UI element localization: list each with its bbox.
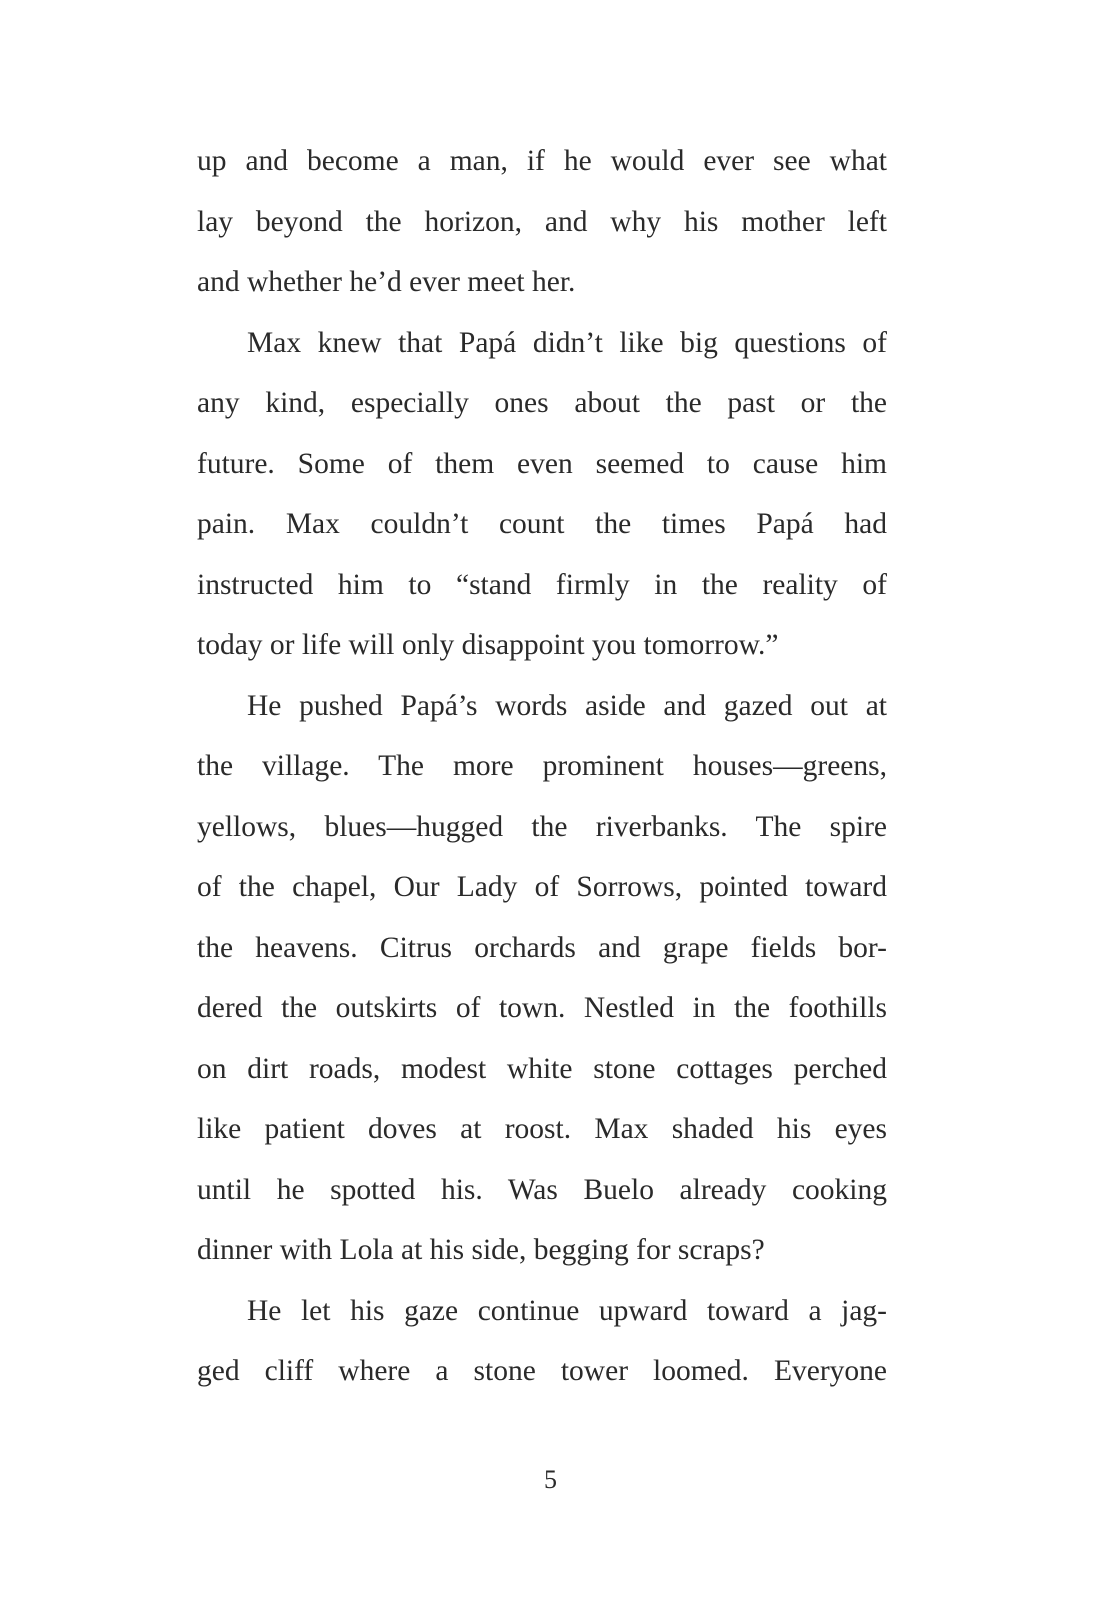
body-text xyxy=(197,131,887,1402)
text-line: of the chapel, Our Lady of Sorrows, pointed toward xyxy=(197,871,887,903)
text-line: dinner with Lola at his side, begging for scraps? xyxy=(197,1234,765,1266)
text-line: dered the outskirts of town. Nestled in the foothills xyxy=(197,992,887,1024)
text-line: until he spotted his. Was Buelo already cooking xyxy=(197,1173,887,1206)
text-line: instructed him to “stand firmly in the reality of xyxy=(197,568,887,601)
paragraph-first-line: Max knew that Papá didn’t like big questions of xyxy=(247,326,887,359)
page-number: 5 xyxy=(544,1465,557,1494)
text-line: lay beyond the horizon, and why his mother left xyxy=(197,205,887,238)
text-line: like patient doves at roost. Max shaded his eyes xyxy=(197,1113,887,1145)
text-line: today or life will only disappoint you tomorrow.” xyxy=(197,629,779,661)
text-line: ged cliff where a stone tower loomed. Everyone xyxy=(197,1355,887,1387)
text-line: up and become a man, if he would ever see what xyxy=(197,145,887,177)
paragraph-first-line: He pushed Papá’s words aside and gazed out at xyxy=(247,689,887,722)
text-line: on dirt roads, modest white stone cottages perched xyxy=(197,1052,887,1085)
text-line: future. Some of them even seemed to cause him xyxy=(197,447,887,480)
text-line: yellows, blues—hugged the riverbanks. The spire xyxy=(197,810,887,843)
text-line: the village. The more prominent houses—greens, xyxy=(197,750,887,782)
text-line: and whether he’d ever meet her. xyxy=(197,266,576,298)
text-line: any kind, especially ones about the past or the xyxy=(197,387,887,419)
paragraph-first-line: He let his gaze continue upward toward a jag- xyxy=(247,1294,887,1327)
text-line: pain. Max couldn’t count the times Papá had xyxy=(197,508,887,540)
text-line: the heavens. Citrus orchards and grape fields bor- xyxy=(197,931,887,964)
